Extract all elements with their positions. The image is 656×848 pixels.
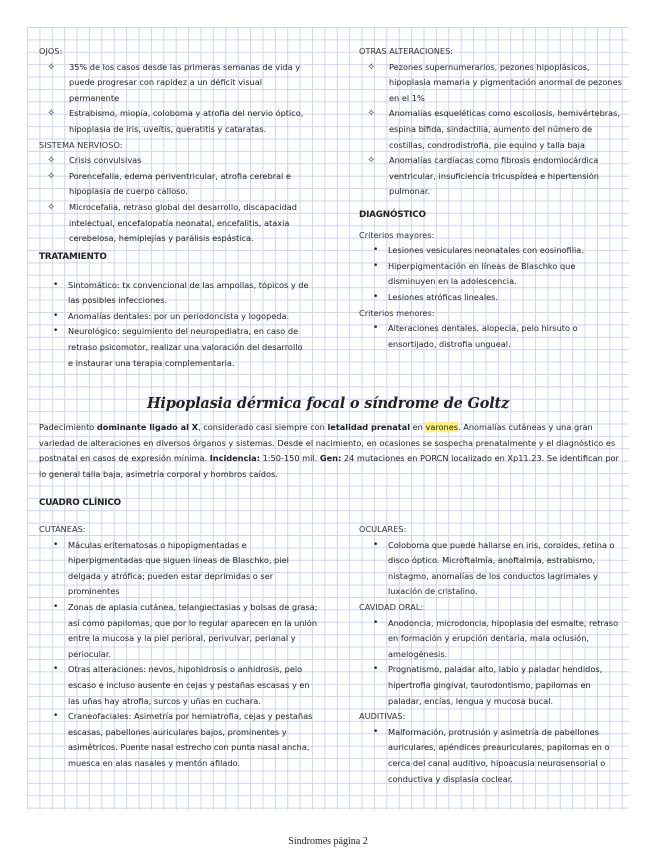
diamond-sparkle-icon: ✧	[367, 155, 376, 167]
bold-run: Incidencia:	[209, 453, 260, 464]
text-run: 24 mutaciones en PORCN localizado en Xp11.23. Se identifican por lo general talla baja, asimetría corporal y hombros caídos.	[39, 453, 619, 479]
right-top-column	[359, 44, 623, 352]
bold-run: dominante ligado al X	[96, 422, 199, 432]
diamond-sparkle-icon: ✧	[47, 61, 56, 73]
list-item: • Prognatismo, paladar alto, labio y paladar hendidos, hipertrofia gingival, taurodontismo, papilomas en paladar, encías, lengua y mucosa bucal.	[359, 662, 623, 709]
list-item: • Lesiones atróficas lineales.	[359, 290, 623, 306]
diamond-sparkle-icon: ✧	[367, 108, 376, 120]
text-run: en	[410, 422, 426, 432]
criterios-mayores-label: Criterios mayores:	[359, 229, 435, 240]
tratamiento-section	[39, 250, 309, 371]
list-item	[359, 153, 623, 200]
bold-run: Gen:	[319, 453, 342, 464]
list-item: • Alteraciones dentales, alopecia, pelo hirsuto o ensortijado, distrofia ungueal.	[359, 321, 623, 352]
left-top-column	[39, 44, 309, 247]
bold-run: letalidad prenatal	[327, 422, 411, 432]
cavidad-oral-label: CAVIDAD ORAL:	[359, 601, 424, 612]
diamond-sparkle-icon: ✧	[47, 201, 56, 213]
list-item: • Otras alteraciones: nevos, hipohidrosis o anhidrosis, pelo escaso e incluso ausente en cejas y pestañas escasas y en las uñas hay atrofia, surcos y uñas en cuchara.	[39, 662, 319, 709]
diamond-sparkle-icon: ✧	[47, 170, 56, 182]
item-text: Porencefalia, edema periventricular, atrofia cerebral e hipoplasia de cuerpo calloso.	[69, 170, 291, 197]
intro-paragraph	[39, 420, 619, 482]
list-item: • Anomalías dentales: por un periodoncista y logopeda.	[39, 309, 309, 325]
list-item	[39, 60, 309, 107]
diagnostico-heading: DIAGNÓSTICO	[359, 209, 426, 220]
list-item	[39, 169, 309, 200]
item-text: Anomalías esqueléticas como escoliosis, hemivértebras, espina bífida, sindactilia, aumento del número de costillas, condrodistrofia, pie equino y talla baja	[389, 108, 621, 150]
clinical-right-column	[359, 522, 623, 787]
list-item: • Coloboma que puede hallarse en iris, coroides, retina o disco óptico. Microftalmía, anoftalmía, estrabismo, nistagmo, anomalías de los conductos lagrimales y luxación de cristalino.	[359, 538, 623, 600]
diamond-sparkle-icon: ✧	[47, 108, 56, 120]
list-item	[359, 60, 623, 107]
list-item: • Craneofaciales: Asimetría por hemiatrofia, cejas y pestañas escasas, pabellones auriculares bajos, prominentes y asimétricos. Puente nasal estrecho con punta nasal ancha, muesca en alas nasales y mentón afilado.	[39, 709, 319, 771]
list-item: • Anodoncia, microdoncia, hipoplasia del esmalte, retraso en formación y erupción dentaria, mala oclusión, amelogénesis.	[359, 616, 623, 663]
item-text: Pezones supernumerarios, pezones hipoplásicos, hipoplasia mamaria y pigmentación anormal de pezones en el 1%	[389, 61, 622, 103]
list-item: • Máculas eritematosas o hipopigmentadas e hiperpigmentadas que siguen líneas de Blaschko, piel delgada y atrófica; pueden estar deprimidas o ser prominentes	[39, 538, 319, 600]
section-title: Hipoplasia dérmica focal o síndrome de Goltz	[146, 395, 510, 412]
item-text: Crisis convulsivas	[69, 155, 142, 166]
list-item: • Sintomático: tx convencional de las ampollas, tópicos y de las posibles infecciones.	[39, 278, 309, 309]
list-item	[39, 106, 309, 137]
item-text: 35% de los casos desde las primeras semanas de vida y puede progresar con rapidez a un déficit visual permanente	[69, 61, 301, 103]
text-run: Padecimiento	[39, 422, 97, 432]
oculares-label: OCULARES:	[359, 524, 407, 534]
auditivas-label: AUDITIVAS:	[359, 711, 406, 722]
cutaneas-column	[39, 522, 319, 772]
text-run: 1:50-150 mil.	[259, 453, 320, 464]
otras-alteraciones-label: OTRAS ALTERACIONES:	[359, 46, 454, 56]
diamond-sparkle-icon: ✧	[47, 155, 56, 167]
text-run: . Anomalías cutáneas y una gran variedad de alteraciones en diversos órganos y sistemas. Desde el nacimiento, en ocasiones se sospecha prenatalmente y el diagnóstico es postnatal en casos de expresión mínima.	[39, 422, 616, 464]
item-text: Microcefalia, retraso global del desarrollo, discapacidad intelectual, encefalopatía neonatal, encefalitis, ataxia cerebelosa, hemiplejías y parálisis espástica.	[69, 201, 297, 244]
list-item: • Malformación, protrusión y asimetría de pabellones auriculares, apéndices preauriculares, papilomas en o cerca del canal auditivo, hipoacusia neurosensorial o conductiva y displasia coclear.	[359, 725, 623, 787]
list-item: • Hiperpigmentación en líneas de Blaschko que disminuyen en la adolescencia.	[359, 259, 623, 290]
cuadro-clinico-heading: CUADRO CLÍNICO	[39, 498, 121, 508]
tratamiento-heading: TRATAMIENTO	[39, 252, 107, 262]
criterios-menores-label: Criterios menores:	[359, 307, 435, 318]
list-item	[359, 106, 623, 153]
highlighted-text: varones	[425, 422, 459, 432]
sistema-nervioso-label: SISTEMA NERVIOSO:	[39, 139, 123, 150]
list-item	[39, 153, 309, 169]
cuadro-heading-wrap	[39, 496, 339, 512]
cutaneas-label: CUTÁNEAS:	[39, 524, 86, 534]
diamond-sparkle-icon: ✧	[367, 61, 376, 73]
text-run: , considerado casi siempre con	[198, 422, 328, 432]
list-item: • Zonas de aplasia cutánea, telangiectasias y bolsas de grasa; así como papilomas, que por lo regular aparecen en la unión entre la mucosa y la piel perioral, perivulvar, perianal y periocular.	[39, 600, 319, 662]
item-text: Estrabismo, miopía, coloboma y atrofia del nervio óptico, hipoplasia de iris, uveítis, queratitis y cataratas.	[69, 108, 304, 134]
item-text: Anomalías cardíacas como fibrosis endomiocárdica ventricular, insuficiencia tricuspídea e hipertensión pulmonar.	[389, 155, 599, 197]
list-item	[39, 200, 309, 247]
page-footer: Síndromes página 2	[288, 836, 368, 847]
ojos-label: OJOS:	[39, 46, 63, 56]
list-item: • Neurológico: seguimiento del neuropediatra, en caso de retraso psicomotor, realizar una valoración del desarrollo e instaurar una terapia complementaria.	[39, 324, 309, 371]
list-item: • Lesiones vesiculares neonatales con eosinofilia.	[359, 243, 623, 259]
